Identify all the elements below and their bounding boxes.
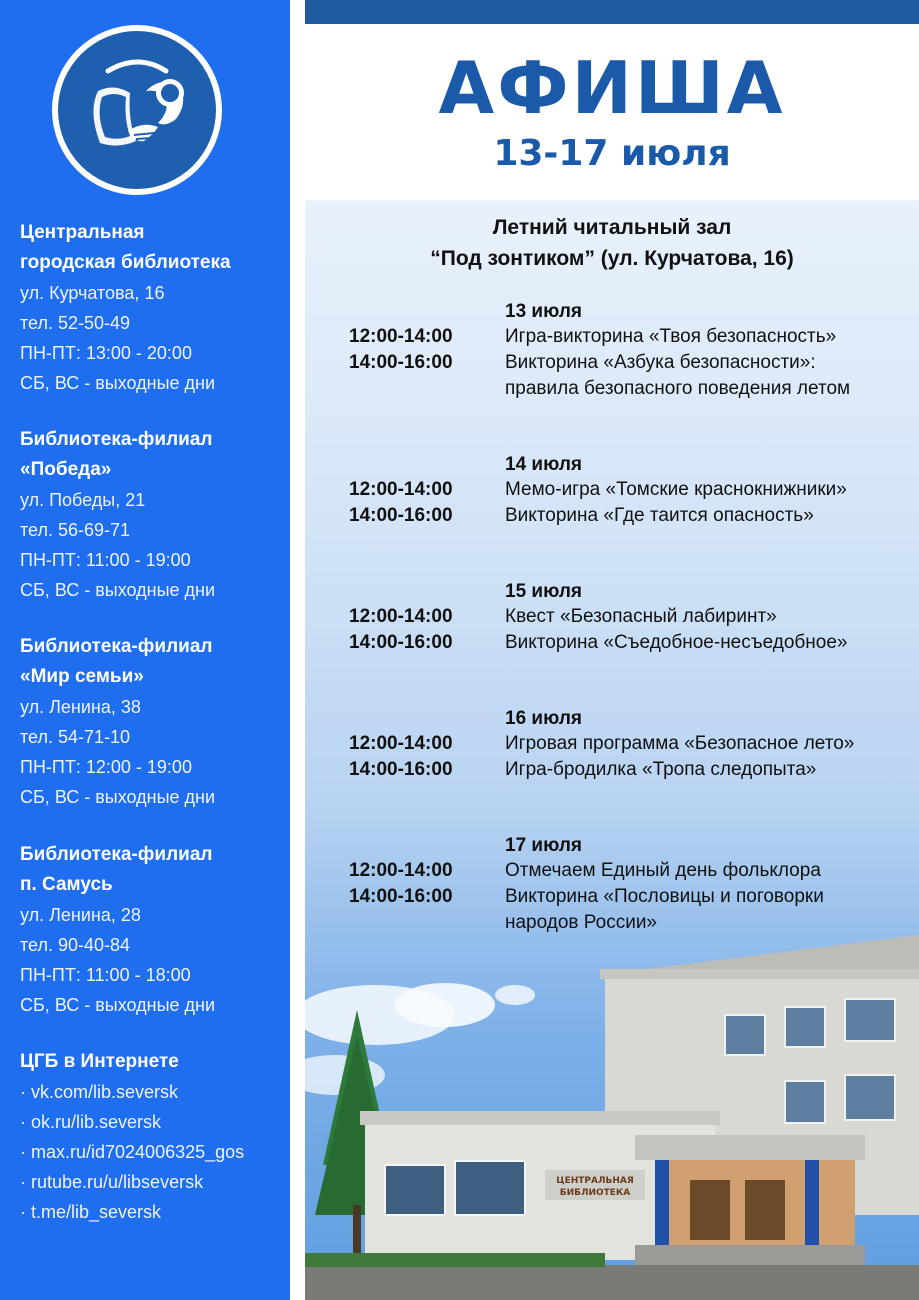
event-time: 12:00-14:00 xyxy=(349,860,453,881)
branch-detail: ПН-ПТ: 13:00 - 20:00 xyxy=(20,343,192,363)
event-title xyxy=(505,858,915,884)
branch-detail: СБ, ВС - выходные дни xyxy=(20,580,216,600)
branch-detail: тел. 90-40-84 xyxy=(20,935,131,955)
event-title xyxy=(505,884,915,936)
day-date: 17 июля xyxy=(505,835,583,856)
internet-link[interactable]: · t.me/lib_seversk xyxy=(20,1202,162,1222)
sidebar-divider xyxy=(290,0,305,1300)
event-title-line: Игра-викторина «Твоя безопасность» xyxy=(505,326,837,347)
event-title-line: правила безопасного поведения летом xyxy=(505,378,851,399)
branch-detail: СБ, ВС - выходные дни xyxy=(20,995,216,1015)
venue-heading xyxy=(305,212,919,274)
branch-detail: ул. Курчатова, 16 xyxy=(20,283,165,303)
event-time: 12:00-14:00 xyxy=(349,479,453,500)
library-building-photo xyxy=(305,935,919,1300)
day-date: 14 июля xyxy=(505,454,583,475)
branch-detail: тел. 56-69-71 xyxy=(20,520,131,540)
branch-name: Библиотека-филиал xyxy=(20,636,213,657)
branch-name: п. Самусь xyxy=(20,874,113,895)
branch-info xyxy=(20,840,285,1020)
branch-name: ЦГБ в Интернете xyxy=(20,1051,179,1072)
event-time: 14:00-16:00 xyxy=(349,632,453,653)
event-title xyxy=(505,604,915,630)
event-title xyxy=(505,503,915,529)
poster-header xyxy=(305,24,919,200)
venue-line-2: “Под зонтиком” (ул. Курчатова, 16) xyxy=(430,247,794,270)
internet-link[interactable]: · ok.ru/lib.seversk xyxy=(20,1112,162,1132)
event-title-line: Отмечаем Единый день фольклора xyxy=(505,860,821,881)
branch-detail: тел. 54-71-10 xyxy=(20,727,131,747)
event-title-line: Квест «Безопасный лабиринт» xyxy=(505,606,777,627)
event-title xyxy=(505,630,915,656)
branch-detail: тел. 52-50-49 xyxy=(20,313,131,333)
branch-detail: ул. Ленина, 28 xyxy=(20,905,141,925)
event-title-line: Викторина «Азбука безопасности»: xyxy=(505,352,816,373)
event-time: 14:00-16:00 xyxy=(349,352,453,373)
internet-link[interactable]: · vk.com/lib.seversk xyxy=(20,1082,179,1102)
branch-info xyxy=(20,632,285,812)
branch-info xyxy=(20,218,285,398)
event-title xyxy=(505,324,915,350)
event-title-line: Викторина «Пословицы и поговорки xyxy=(505,886,824,907)
event-title-line: Викторина «Съедобное-несъедобное» xyxy=(505,632,848,653)
event-title xyxy=(505,477,915,503)
internet-links xyxy=(20,1047,285,1227)
event-time: 14:00-16:00 xyxy=(349,505,453,526)
event-title xyxy=(505,757,915,783)
top-bar xyxy=(305,0,919,24)
event-title-line: Мемо-игра «Томские краснокнижники» xyxy=(505,479,847,500)
branch-detail: ул. Победы, 21 xyxy=(20,490,146,510)
branch-detail: СБ, ВС - выходные дни xyxy=(20,373,216,393)
branch-name: «Победа» xyxy=(20,459,112,480)
branch-detail: ПН-ПТ: 12:00 - 19:00 xyxy=(20,757,192,777)
svg-text:ЦЕНТРАЛЬНАЯ: ЦЕНТРАЛЬНАЯ xyxy=(556,1176,634,1186)
branch-detail: ул. Ленина, 38 xyxy=(20,697,141,717)
event-title-line: народов России» xyxy=(505,912,657,933)
branch-name: Библиотека-филиал xyxy=(20,429,213,450)
poster-dates: 13-17 июля xyxy=(493,133,731,174)
event-title-line: Игровая программа «Безопасное лето» xyxy=(505,733,855,754)
day-date: 16 июля xyxy=(505,708,583,729)
branch-detail: СБ, ВС - выходные дни xyxy=(20,787,216,807)
sidebar xyxy=(0,0,290,1300)
event-time: 12:00-14:00 xyxy=(349,606,453,627)
day-date: 13 июля xyxy=(505,301,583,322)
internet-link[interactable]: · rutube.ru/u/libseversk xyxy=(20,1172,204,1192)
library-book-reader-icon xyxy=(58,31,216,189)
branch-detail: ПН-ПТ: 11:00 - 18:00 xyxy=(20,965,191,985)
branch-name: городская библиотека xyxy=(20,252,231,273)
svg-text:БИБЛИОТЕКА: БИБЛИОТЕКА xyxy=(559,1188,631,1198)
library-logo xyxy=(52,25,222,195)
venue-line-1: Летний читальный зал xyxy=(492,216,732,239)
event-time: 14:00-16:00 xyxy=(349,759,453,780)
event-title xyxy=(505,731,915,757)
branch-name: «Мир семьи» xyxy=(20,666,144,687)
event-time: 12:00-14:00 xyxy=(349,733,453,754)
branch-name: Центральная xyxy=(20,222,145,243)
event-time: 12:00-14:00 xyxy=(349,326,453,347)
internet-link[interactable]: · max.ru/id7024006325_gos xyxy=(20,1142,245,1162)
event-title-line: Игра-бродилка «Тропа следопыта» xyxy=(505,759,817,780)
event-title-line: Викторина «Где таится опасность» xyxy=(505,505,814,526)
event-time: 14:00-16:00 xyxy=(349,886,453,907)
branch-name: Библиотека-филиал xyxy=(20,844,213,865)
poster-title: АФИША xyxy=(438,46,786,130)
event-title xyxy=(505,350,915,402)
branch-info xyxy=(20,425,285,605)
day-date: 15 июля xyxy=(505,581,583,602)
schedule-panel xyxy=(305,200,919,1300)
branch-detail: ПН-ПТ: 11:00 - 19:00 xyxy=(20,550,191,570)
